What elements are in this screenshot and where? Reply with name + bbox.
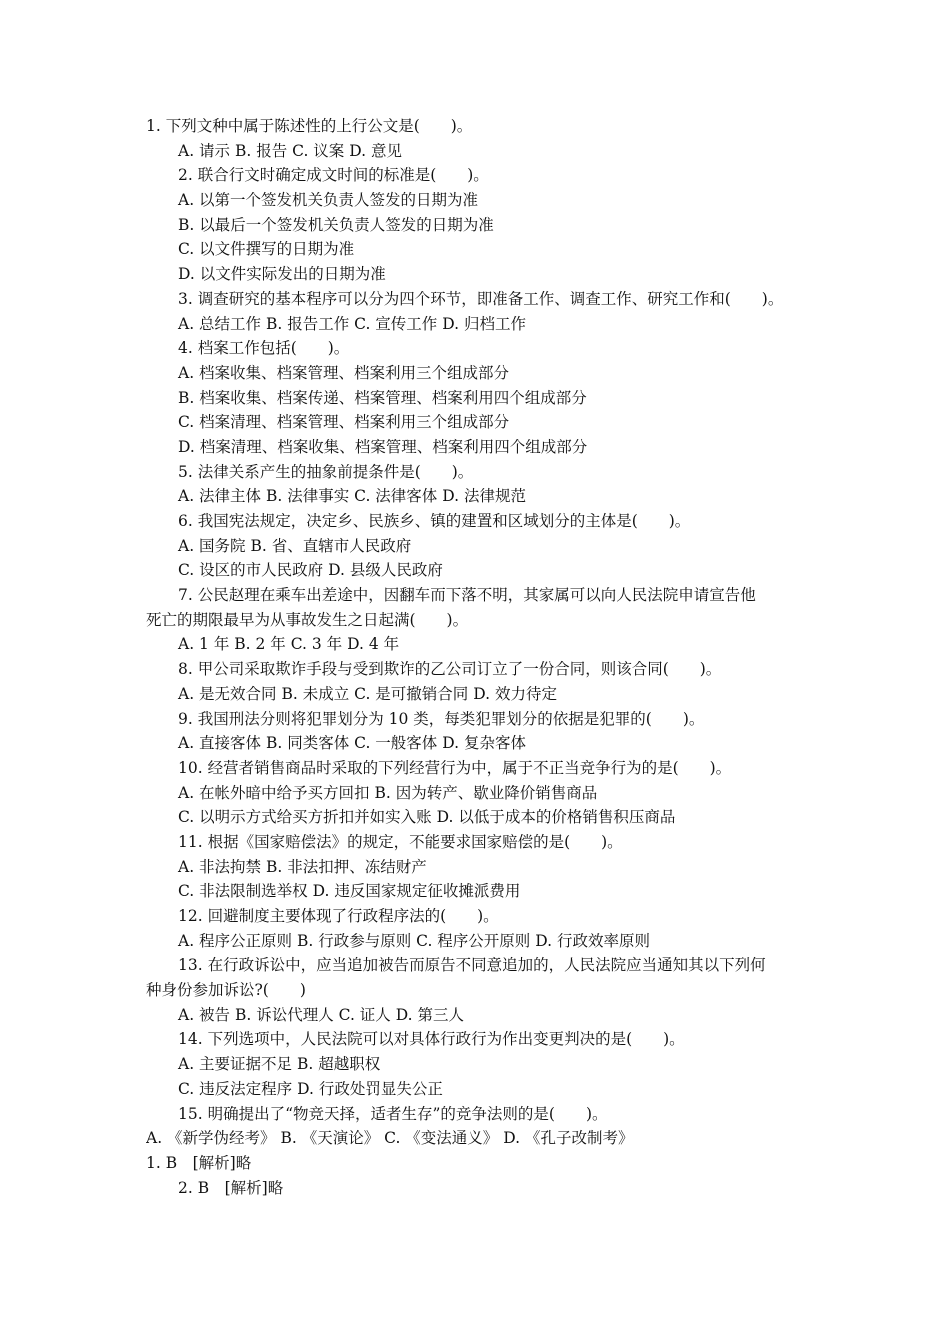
text-line: 1. B [解析]略 <box>146 1153 252 1172</box>
text-line: 12. 回避制度主要体现了行政程序法的( )。 <box>178 907 499 925</box>
text-line: 2. B [解析]略 <box>178 1178 284 1197</box>
text-line: A. 1 年 B. 2 年 C. 3 年 D. 4 年 <box>178 635 400 654</box>
text-line: A. 在帐外暗中给予买方回扣 B. 因为转产、歇业降价销售商品 <box>178 783 598 802</box>
text-line: C. 非法限制选举权 D. 违反国家规定征收摊派费用 <box>178 882 521 901</box>
text-line: A. 法律主体 B. 法律事实 C. 法律客体 D. 法律规范 <box>178 487 526 506</box>
text-line: 种身份参加诉讼?( ) <box>146 981 306 1000</box>
text-line: 6. 我国宪法规定，决定乡、民族乡、镇的建置和区域划分的主体是( )。 <box>178 512 691 530</box>
text-line: D. 档案清理、档案收集、档案管理、档案利用四个组成部分 <box>178 437 588 456</box>
text-line: 10. 经营者销售商品时采取的下列经营行为中，属于不正当竞争行为的是( )。 <box>178 758 732 777</box>
text-line: A. 以第一个签发机关负责人签发的日期为准 <box>178 191 479 210</box>
text-line: A. 《新学伪经考》 B. 《天演论》 C. 《变法通义》 D. 《孔子改制考》 <box>146 1129 634 1148</box>
text-line: 9. 我国刑法分则将犯罪划分为 10 类，每类犯罪划分的依据是犯罪的( )。 <box>178 709 705 728</box>
text-line: B. 档案收集、档案传递、档案管理、档案利用四个组成部分 <box>178 388 587 407</box>
text-line: A. 是无效合同 B. 未成立 C. 是可撤销合同 D. 效力待定 <box>178 684 557 703</box>
text-line: A. 主要证据不足 B. 超越职权 <box>178 1055 381 1074</box>
text-line: B. 以最后一个签发机关负责人签发的日期为准 <box>178 215 494 234</box>
text-line: A. 总结工作 B. 报告工作 C. 宣传工作 D. 归档工作 <box>178 314 526 333</box>
text-line: A. 直接客体 B. 同类客体 C. 一般客体 D. 复杂客体 <box>178 734 526 753</box>
text-line: 11. 根据《国家赔偿法》的规定，不能要求国家赔偿的是( )。 <box>178 832 623 851</box>
text-line: 15. 明确提出了“物竞天择，适者生存”的竞争法则的是( )。 <box>178 1104 608 1123</box>
text-line: 7. 公民赵理在乘车出差途中，因翻车而下落不明，其家属可以向人民法院申请宣告他 <box>178 586 756 605</box>
text-line: 死亡的期限最早为从事故发生之日起满( )。 <box>146 610 469 629</box>
text-line: A. 档案收集、档案管理、档案利用三个组成部分 <box>178 363 510 382</box>
text-line: C. 档案清理、档案管理、档案利用三个组成部分 <box>178 413 510 432</box>
text-line: 1. 下列文种中属于陈述性的上行公文是( )。 <box>146 117 473 135</box>
text-line: C. 设区的市人民政府 D. 县级人民政府 <box>178 561 443 580</box>
text-line: C. 违反法定程序 D. 行政处罚显失公正 <box>178 1079 443 1098</box>
question-list <box>146 114 812 1200</box>
text-line: A. 国务院 B. 省、直辖市人民政府 <box>178 536 412 555</box>
text-line: 4. 档案工作包括( )。 <box>178 339 350 358</box>
text-line: 2. 联合行文时确定成文时间的标准是( )。 <box>178 166 489 185</box>
text-line: A. 程序公正原则 B. 行政参与原则 C. 程序公开原则 D. 行政效率原则 <box>178 931 650 950</box>
text-line: D. 以文件实际发出的日期为准 <box>178 265 386 284</box>
text-line: A. 请示 B. 报告 C. 议案 D. 意见 <box>178 141 402 160</box>
text-line: C. 以明示方式给买方折扣并如实入账 D. 以低于成本的价格销售积压商品 <box>178 808 676 827</box>
text-line: 3. 调查研究的基本程序可以分为四个环节，即准备工作、调查工作、研究工作和( )。 <box>178 289 784 308</box>
text-line: A. 非法拘禁 B. 非法扣押、冻结财产 <box>178 857 427 876</box>
text-line: A. 被告 B. 诉讼代理人 C. 证人 D. 第三人 <box>178 1005 464 1024</box>
text-line: 8. 甲公司采取欺诈手段与受到欺诈的乙公司订立了一份合同，则该合同( )。 <box>178 660 722 679</box>
text-line: C. 以文件撰写的日期为准 <box>178 240 355 259</box>
text-line: 14. 下列选项中，人民法院可以对具体行政行为作出变更判决的是( )。 <box>178 1030 685 1049</box>
text-line: 13. 在行政诉讼中，应当追加被告而原告不同意追加的，人民法院应当通知其以下列何 <box>178 956 766 975</box>
text-line: 5. 法律关系产生的抽象前提条件是( )。 <box>178 462 474 481</box>
